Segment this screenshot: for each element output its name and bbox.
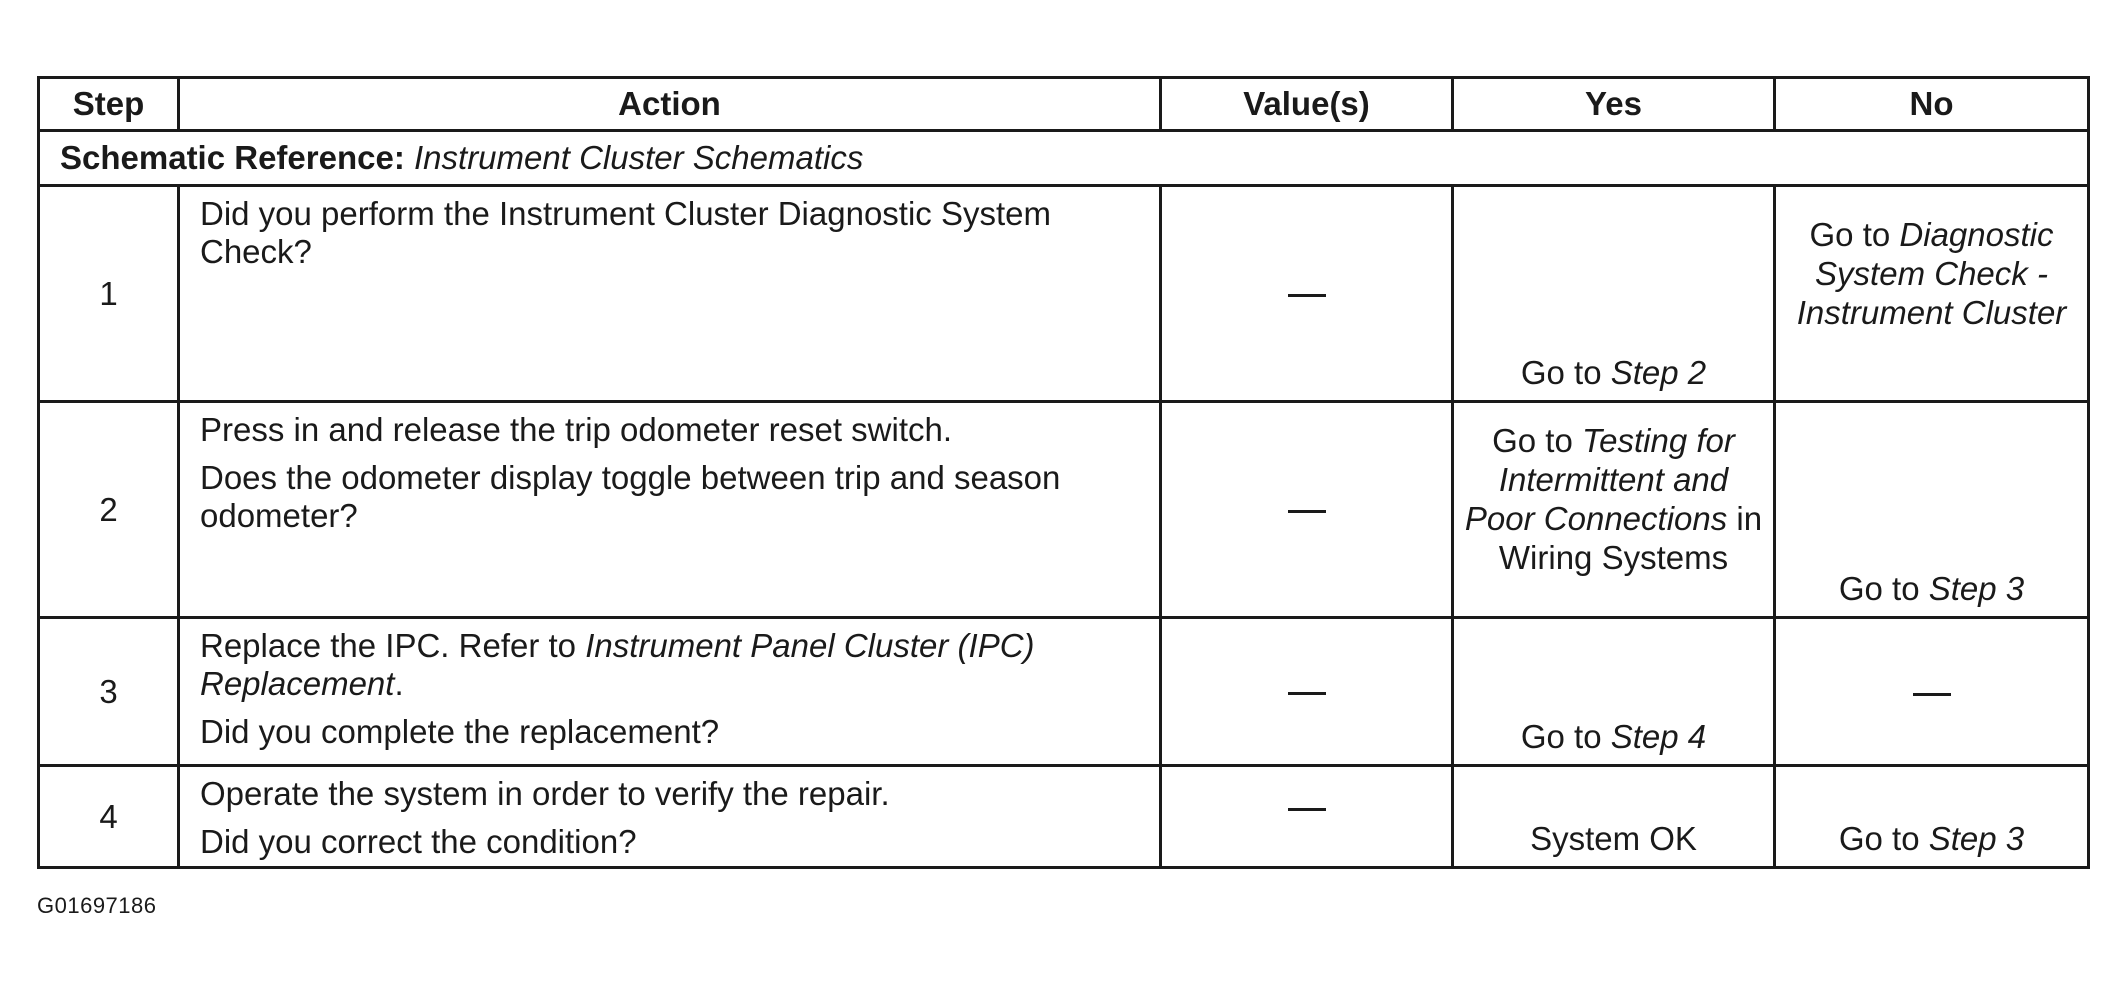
schematic-reference-row [39, 131, 2089, 186]
figure-code: G01697186 [37, 893, 157, 918]
table-row-step-3 [39, 618, 2089, 766]
action-question: Did you correct the condition? [200, 823, 637, 860]
action-text: Operate the system in order to verify the repair. [200, 775, 890, 812]
step-number: 1 [39, 186, 179, 402]
no-prefix: Go to [1809, 216, 1891, 253]
yes-suffix: in Wiring Systems [1498, 500, 1763, 576]
no-dash [1913, 693, 1951, 696]
no-cell [1775, 766, 2089, 868]
action-cell [179, 618, 1161, 766]
value-dash [1288, 510, 1326, 513]
action-text [200, 627, 1141, 703]
table-row-step-1 [39, 186, 2089, 402]
value-dash [1288, 808, 1326, 811]
header-step: Step [39, 78, 179, 131]
no-link-step-3[interactable]: Step 3 [1928, 570, 2025, 607]
step-number: 4 [39, 766, 179, 868]
step-number: 2 [39, 402, 179, 618]
yes-link-testing-intermittent[interactable]: Testing for Intermittent and Poor Connections [1464, 422, 1735, 537]
diagnostic-table [37, 76, 2090, 869]
action-text: Did you perform the Instrument Cluster Diagnostic System Check? [200, 195, 1051, 270]
schematic-reference-cell [39, 131, 2089, 186]
header-yes: Yes [1453, 78, 1775, 131]
action-cell [179, 402, 1161, 618]
header-no: No [1775, 78, 2089, 131]
no-prefix: Go to [1838, 570, 1920, 607]
value-cell [1161, 402, 1453, 618]
action-text-suffix: . [394, 665, 404, 702]
header-values: Value(s) [1161, 78, 1453, 131]
action-question: Did you complete the replacement? [200, 713, 720, 750]
yes-link-step-4[interactable]: Step 4 [1610, 718, 1707, 755]
schematic-reference-label: Schematic Reference: [60, 139, 405, 176]
yes-text: System OK [1530, 820, 1697, 857]
table-row-step-2 [39, 402, 2089, 618]
schematic-reference-link[interactable]: Instrument Cluster Schematics [414, 139, 864, 176]
step-number: 3 [39, 618, 179, 766]
no-link-step-3[interactable]: Step 3 [1928, 820, 2025, 857]
yes-cell [1453, 402, 1775, 618]
diagnostic-table-wrapper [37, 76, 2087, 869]
yes-prefix: Go to [1520, 354, 1602, 391]
yes-prefix: Go to [1520, 718, 1602, 755]
header-action: Action [179, 78, 1161, 131]
yes-cell [1453, 618, 1775, 766]
action-question: Does the odometer display toggle between trip and season odometer? [200, 459, 1061, 534]
no-cell [1775, 402, 2089, 618]
value-dash [1288, 294, 1326, 297]
table-row-step-4 [39, 766, 2089, 868]
action-cell [179, 186, 1161, 402]
value-cell [1161, 618, 1453, 766]
no-cell [1775, 618, 2089, 766]
yes-cell [1453, 766, 1775, 868]
no-link-diagnostic-system-check[interactable]: Diagnostic System Check - Instrument Cluster [1796, 216, 2067, 331]
value-cell [1161, 766, 1453, 868]
value-cell [1161, 186, 1453, 402]
header-row [39, 78, 2089, 131]
yes-prefix: Go to [1492, 422, 1573, 459]
value-dash [1288, 692, 1326, 695]
action-text: Press in and release the trip odometer reset switch. [200, 411, 953, 448]
no-prefix: Go to [1838, 820, 1920, 857]
yes-link-step-2[interactable]: Step 2 [1610, 354, 1707, 391]
no-cell [1775, 186, 2089, 402]
action-text-prefix: Replace the IPC. Refer to [200, 627, 577, 664]
action-cell [179, 766, 1161, 868]
action-link-ipc-replacement[interactable]: Instrument Panel Cluster (IPC) Replacement [200, 627, 1035, 702]
yes-cell [1453, 186, 1775, 402]
